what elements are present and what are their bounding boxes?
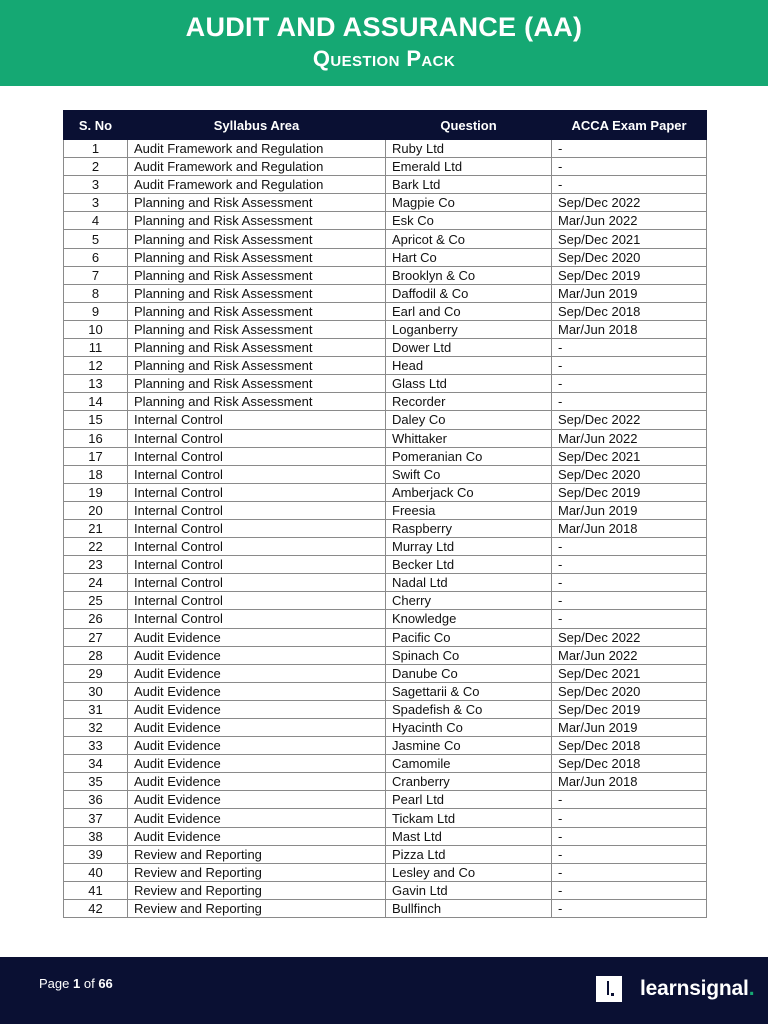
cell-sno: 33 — [64, 737, 128, 755]
cell-exam-paper: Sep/Dec 2020 — [552, 248, 707, 266]
cell-exam-paper: - — [552, 863, 707, 881]
cell-sno: 20 — [64, 501, 128, 519]
cell-syllabus-area: Planning and Risk Assessment — [128, 284, 386, 302]
table-row — [64, 682, 707, 700]
cell-exam-paper: Sep/Dec 2018 — [552, 755, 707, 773]
cell-syllabus-area: Audit Framework and Regulation — [128, 158, 386, 176]
cell-question: Hart Co — [386, 248, 552, 266]
cell-sno: 32 — [64, 719, 128, 737]
cell-exam-paper: - — [552, 158, 707, 176]
cell-question: Nadal Ltd — [386, 574, 552, 592]
cell-syllabus-area: Planning and Risk Assessment — [128, 266, 386, 284]
cell-question: Spinach Co — [386, 646, 552, 664]
table-row — [64, 719, 707, 737]
learnsignal-logo-icon — [596, 976, 622, 1002]
cell-syllabus-area: Planning and Risk Assessment — [128, 375, 386, 393]
table-row — [64, 556, 707, 574]
cell-sno: 15 — [64, 411, 128, 429]
cell-syllabus-area: Internal Control — [128, 465, 386, 483]
cell-sno: 41 — [64, 881, 128, 899]
cell-sno: 38 — [64, 827, 128, 845]
cell-exam-paper: Sep/Dec 2022 — [552, 411, 707, 429]
document-subtitle: Question Pack — [312, 46, 456, 71]
table-row — [64, 158, 707, 176]
cell-syllabus-area: Internal Control — [128, 447, 386, 465]
cell-question: Amberjack Co — [386, 483, 552, 501]
cell-syllabus-area: Audit Evidence — [128, 791, 386, 809]
table-row — [64, 429, 707, 447]
brand-text: learnsignal — [640, 977, 749, 1000]
cell-sno: 22 — [64, 538, 128, 556]
cell-question: Dower Ltd — [386, 339, 552, 357]
cell-sno: 14 — [64, 393, 128, 411]
cell-question: Mast Ltd — [386, 827, 552, 845]
question-table-container — [63, 110, 706, 918]
cell-syllabus-area: Internal Control — [128, 429, 386, 447]
cell-syllabus-area: Audit Evidence — [128, 773, 386, 791]
cell-syllabus-area: Internal Control — [128, 592, 386, 610]
cell-question: Pizza Ltd — [386, 845, 552, 863]
brand-dot: . — [748, 977, 755, 1000]
cell-exam-paper: Sep/Dec 2019 — [552, 483, 707, 501]
table-row — [64, 863, 707, 881]
cell-syllabus-area: Audit Evidence — [128, 737, 386, 755]
cell-syllabus-area: Audit Evidence — [128, 682, 386, 700]
cell-syllabus-area: Internal Control — [128, 574, 386, 592]
cell-exam-paper: - — [552, 140, 707, 158]
cell-question: Bullfinch — [386, 899, 552, 917]
cell-question: Cherry — [386, 592, 552, 610]
cell-sno: 19 — [64, 483, 128, 501]
cell-exam-paper: - — [552, 339, 707, 357]
cell-syllabus-area: Audit Framework and Regulation — [128, 176, 386, 194]
cell-exam-paper: - — [552, 357, 707, 375]
table-row — [64, 827, 707, 845]
cell-exam-paper: Sep/Dec 2018 — [552, 737, 707, 755]
cell-question: Head — [386, 357, 552, 375]
cell-sno: 7 — [64, 266, 128, 284]
table-body — [64, 140, 707, 918]
table-row — [64, 411, 707, 429]
cell-sno: 12 — [64, 357, 128, 375]
cell-question: Cranberry — [386, 773, 552, 791]
cell-exam-paper: Mar/Jun 2019 — [552, 719, 707, 737]
table-row — [64, 592, 707, 610]
table-row — [64, 483, 707, 501]
cell-syllabus-area: Internal Control — [128, 519, 386, 537]
cell-question: Jasmine Co — [386, 737, 552, 755]
cell-sno: 24 — [64, 574, 128, 592]
cell-question: Bark Ltd — [386, 176, 552, 194]
page-current: 1 — [73, 976, 81, 991]
cell-syllabus-area: Planning and Risk Assessment — [128, 339, 386, 357]
cell-question: Spadefish & Co — [386, 700, 552, 718]
brand-name — [640, 977, 754, 1001]
cell-sno: 39 — [64, 845, 128, 863]
cell-exam-paper: Mar/Jun 2022 — [552, 212, 707, 230]
table-row — [64, 465, 707, 483]
table-row — [64, 140, 707, 158]
table-row — [64, 519, 707, 537]
cell-syllabus-area: Review and Reporting — [128, 881, 386, 899]
cell-syllabus-area: Review and Reporting — [128, 845, 386, 863]
cell-syllabus-area: Audit Evidence — [128, 664, 386, 682]
cell-exam-paper: - — [552, 592, 707, 610]
cell-syllabus-area: Planning and Risk Assessment — [128, 393, 386, 411]
cell-exam-paper: - — [552, 827, 707, 845]
table-row — [64, 393, 707, 411]
table-row — [64, 899, 707, 917]
cell-question: Whittaker — [386, 429, 552, 447]
cell-question: Emerald Ltd — [386, 158, 552, 176]
cell-sno: 42 — [64, 899, 128, 917]
cell-exam-paper: - — [552, 899, 707, 917]
cell-exam-paper: Sep/Dec 2021 — [552, 664, 707, 682]
cell-syllabus-area: Planning and Risk Assessment — [128, 357, 386, 375]
cell-sno: 1 — [64, 140, 128, 158]
cell-sno: 27 — [64, 628, 128, 646]
cell-exam-paper: Sep/Dec 2020 — [552, 465, 707, 483]
table-row — [64, 230, 707, 248]
cell-question: Brooklyn & Co — [386, 266, 552, 284]
cell-syllabus-area: Internal Control — [128, 501, 386, 519]
cell-syllabus-area: Audit Evidence — [128, 628, 386, 646]
cell-sno: 18 — [64, 465, 128, 483]
cell-syllabus-area: Audit Evidence — [128, 646, 386, 664]
cell-question: Freesia — [386, 501, 552, 519]
table-row — [64, 610, 707, 628]
cell-exam-paper: - — [552, 610, 707, 628]
cell-exam-paper: Sep/Dec 2019 — [552, 266, 707, 284]
cell-syllabus-area: Planning and Risk Assessment — [128, 248, 386, 266]
page-footer — [0, 957, 768, 1024]
cell-sno: 6 — [64, 248, 128, 266]
cell-question: Hyacinth Co — [386, 719, 552, 737]
cell-syllabus-area: Planning and Risk Assessment — [128, 230, 386, 248]
table-row — [64, 357, 707, 375]
table-row — [64, 248, 707, 266]
cell-exam-paper: - — [552, 845, 707, 863]
cell-syllabus-area: Planning and Risk Assessment — [128, 302, 386, 320]
cell-exam-paper: - — [552, 791, 707, 809]
cell-exam-paper: - — [552, 881, 707, 899]
table-header-row — [64, 111, 707, 140]
cell-sno: 10 — [64, 320, 128, 338]
table-row — [64, 881, 707, 899]
cell-question: Raspberry — [386, 519, 552, 537]
page-total: 66 — [98, 976, 113, 991]
cell-question: Apricot & Co — [386, 230, 552, 248]
cell-sno: 37 — [64, 809, 128, 827]
table-row — [64, 574, 707, 592]
cell-question: Lesley and Co — [386, 863, 552, 881]
cell-syllabus-area: Audit Evidence — [128, 827, 386, 845]
cell-syllabus-area: Planning and Risk Assessment — [128, 212, 386, 230]
table-row — [64, 320, 707, 338]
column-header-exam-paper: ACCA Exam Paper — [552, 111, 707, 140]
table-row — [64, 501, 707, 519]
cell-sno: 30 — [64, 682, 128, 700]
table-row — [64, 375, 707, 393]
cell-sno: 36 — [64, 791, 128, 809]
table-row — [64, 447, 707, 465]
table-row — [64, 266, 707, 284]
cell-exam-paper: Mar/Jun 2022 — [552, 429, 707, 447]
table-row — [64, 339, 707, 357]
cell-exam-paper: Sep/Dec 2021 — [552, 230, 707, 248]
cell-sno: 2 — [64, 158, 128, 176]
cell-question: Pearl Ltd — [386, 791, 552, 809]
cell-exam-paper: - — [552, 556, 707, 574]
cell-question: Loganberry — [386, 320, 552, 338]
cell-sno: 8 — [64, 284, 128, 302]
cell-exam-paper: Mar/Jun 2022 — [552, 646, 707, 664]
cell-sno: 31 — [64, 700, 128, 718]
document-title: AUDIT AND ASSURANCE (AA) — [185, 12, 583, 42]
cell-sno: 35 — [64, 773, 128, 791]
cell-sno: 28 — [64, 646, 128, 664]
table-row — [64, 737, 707, 755]
cell-exam-paper: - — [552, 375, 707, 393]
cell-sno: 3 — [64, 176, 128, 194]
cell-question: Daffodil & Co — [386, 284, 552, 302]
column-header-syllabus-area: Syllabus Area — [128, 111, 386, 140]
cell-sno: 21 — [64, 519, 128, 537]
cell-question: Glass Ltd — [386, 375, 552, 393]
cell-sno: 13 — [64, 375, 128, 393]
cell-exam-paper: Mar/Jun 2018 — [552, 519, 707, 537]
cell-sno: 40 — [64, 863, 128, 881]
cell-question: Pacific Co — [386, 628, 552, 646]
table-row — [64, 538, 707, 556]
table-row — [64, 284, 707, 302]
table-row — [64, 302, 707, 320]
table-row — [64, 628, 707, 646]
table-row — [64, 646, 707, 664]
page-number — [39, 976, 113, 991]
table-row — [64, 194, 707, 212]
cell-sno: 34 — [64, 755, 128, 773]
cell-sno: 16 — [64, 429, 128, 447]
cell-syllabus-area: Audit Evidence — [128, 719, 386, 737]
cell-exam-paper: - — [552, 574, 707, 592]
column-header-question: Question — [386, 111, 552, 140]
cell-sno: 3 — [64, 194, 128, 212]
cell-question: Magpie Co — [386, 194, 552, 212]
cell-exam-paper: Mar/Jun 2018 — [552, 320, 707, 338]
cell-sno: 25 — [64, 592, 128, 610]
cell-sno: 29 — [64, 664, 128, 682]
cell-exam-paper: Mar/Jun 2018 — [552, 773, 707, 791]
table-row — [64, 791, 707, 809]
cell-question: Ruby Ltd — [386, 140, 552, 158]
cell-syllabus-area: Internal Control — [128, 538, 386, 556]
page-prefix: Page — [39, 976, 70, 991]
cell-syllabus-area: Internal Control — [128, 556, 386, 574]
cell-exam-paper: Sep/Dec 2022 — [552, 628, 707, 646]
cell-exam-paper: Sep/Dec 2020 — [552, 682, 707, 700]
page-of: of — [83, 976, 95, 991]
cell-exam-paper: - — [552, 393, 707, 411]
cell-question: Sagettarii & Co — [386, 682, 552, 700]
cell-question: Recorder — [386, 393, 552, 411]
page-header — [0, 0, 768, 86]
cell-question: Daley Co — [386, 411, 552, 429]
cell-syllabus-area: Planning and Risk Assessment — [128, 194, 386, 212]
cell-syllabus-area: Audit Framework and Regulation — [128, 140, 386, 158]
cell-sno: 26 — [64, 610, 128, 628]
cell-question: Earl and Co — [386, 302, 552, 320]
cell-sno: 4 — [64, 212, 128, 230]
cell-question: Swift Co — [386, 465, 552, 483]
table-row — [64, 845, 707, 863]
cell-sno: 9 — [64, 302, 128, 320]
cell-syllabus-area: Planning and Risk Assessment — [128, 320, 386, 338]
cell-sno: 5 — [64, 230, 128, 248]
cell-exam-paper: Sep/Dec 2022 — [552, 194, 707, 212]
cell-question: Danube Co — [386, 664, 552, 682]
table-row — [64, 664, 707, 682]
cell-syllabus-area: Internal Control — [128, 483, 386, 501]
question-table — [63, 110, 707, 918]
table-row — [64, 212, 707, 230]
table-row — [64, 700, 707, 718]
cell-exam-paper: Mar/Jun 2019 — [552, 284, 707, 302]
cell-sno: 17 — [64, 447, 128, 465]
cell-syllabus-area: Audit Evidence — [128, 700, 386, 718]
cell-question: Tickam Ltd — [386, 809, 552, 827]
cell-syllabus-area: Audit Evidence — [128, 755, 386, 773]
cell-question: Pomeranian Co — [386, 447, 552, 465]
cell-exam-paper: Sep/Dec 2021 — [552, 447, 707, 465]
cell-exam-paper: - — [552, 809, 707, 827]
cell-question: Gavin Ltd — [386, 881, 552, 899]
cell-syllabus-area: Review and Reporting — [128, 863, 386, 881]
cell-question: Esk Co — [386, 212, 552, 230]
cell-exam-paper: - — [552, 538, 707, 556]
table-header — [64, 111, 707, 140]
cell-exam-paper: Sep/Dec 2018 — [552, 302, 707, 320]
cell-question: Camomile — [386, 755, 552, 773]
cell-syllabus-area: Audit Evidence — [128, 809, 386, 827]
table-row — [64, 176, 707, 194]
cell-exam-paper: Sep/Dec 2019 — [552, 700, 707, 718]
cell-exam-paper: Mar/Jun 2019 — [552, 501, 707, 519]
cell-question: Knowledge — [386, 610, 552, 628]
cell-question: Murray Ltd — [386, 538, 552, 556]
column-header-sno: S. No — [64, 111, 128, 140]
table-row — [64, 773, 707, 791]
cell-syllabus-area: Internal Control — [128, 411, 386, 429]
cell-syllabus-area: Review and Reporting — [128, 899, 386, 917]
cell-question: Becker Ltd — [386, 556, 552, 574]
table-row — [64, 809, 707, 827]
cell-exam-paper: - — [552, 176, 707, 194]
table-row — [64, 755, 707, 773]
cell-sno: 23 — [64, 556, 128, 574]
cell-syllabus-area: Internal Control — [128, 610, 386, 628]
cell-sno: 11 — [64, 339, 128, 357]
